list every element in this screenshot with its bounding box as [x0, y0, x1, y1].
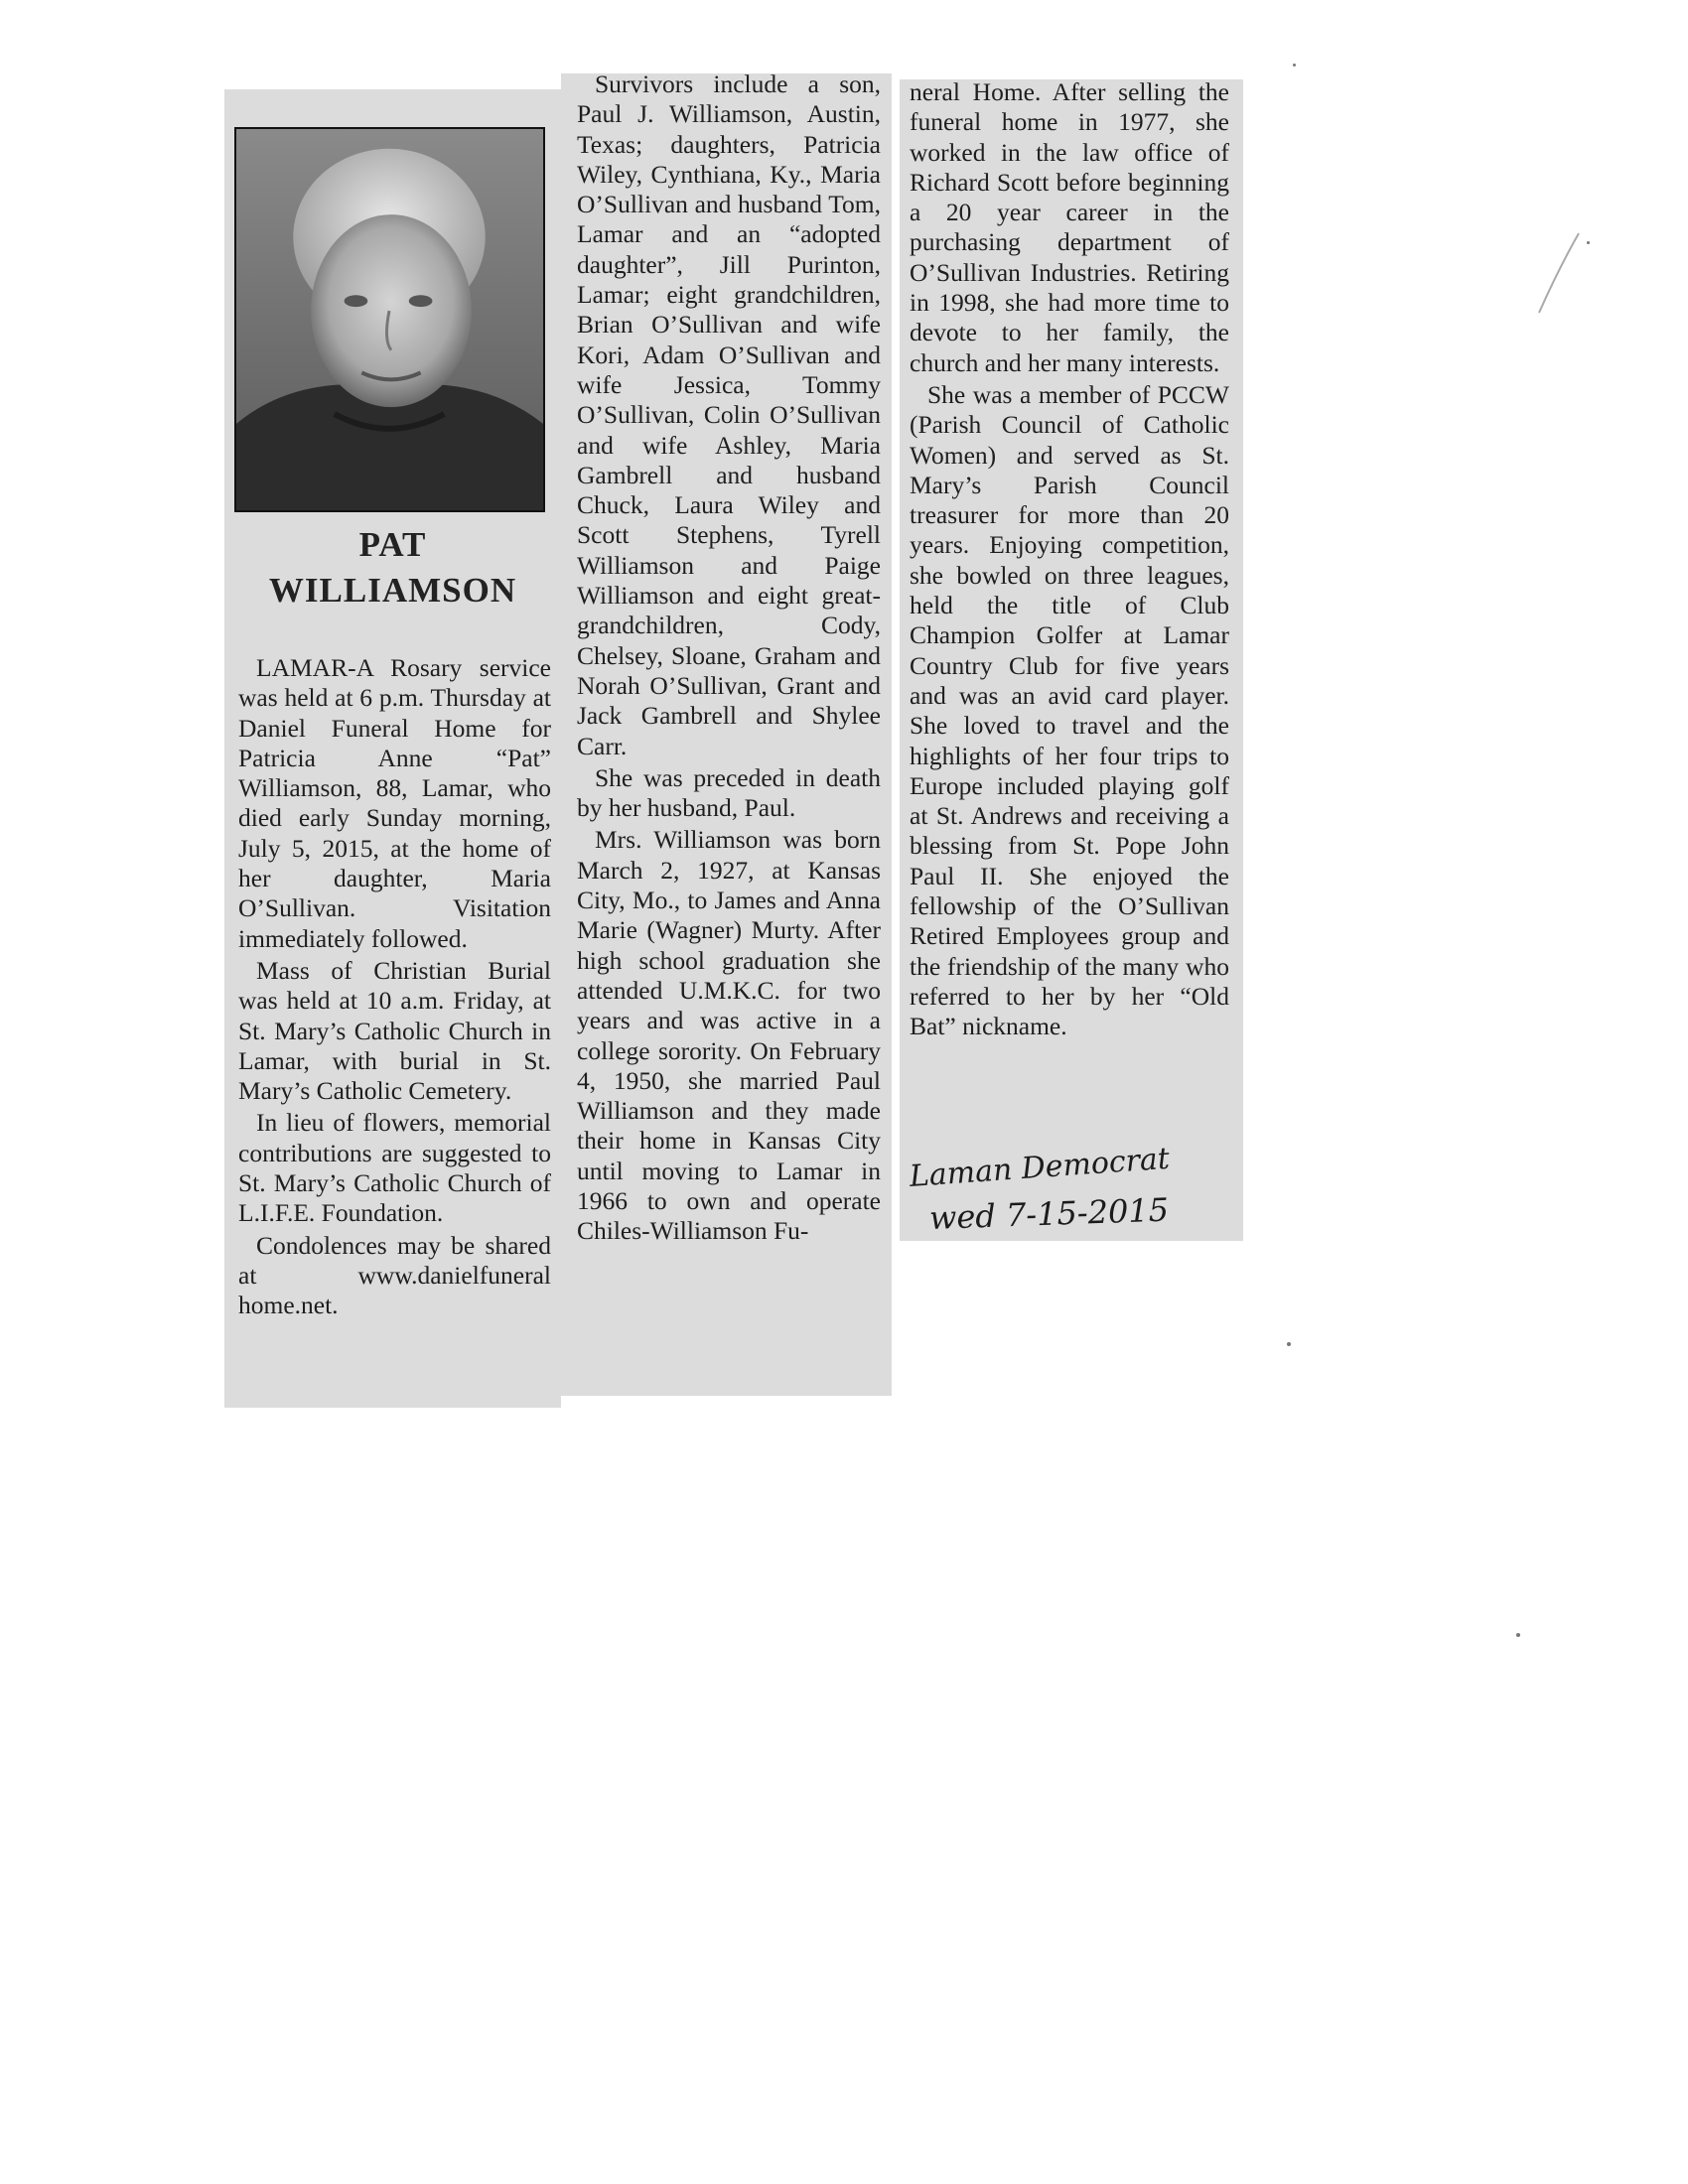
paragraph-biography: Mrs. Williamson was born March 2, 1927, at Kansas City, Mo., to James and Anna Marie (Wagner) Murty. After high school graduation she attended U.M.K.C. for two years and was active in a college sorority. On February 4, 1950, she married Paul Williamson and they made their home in Kansas City until moving to Lamar in 1966 to own and operate Chiles-Williamson Fu-: [577, 825, 881, 1246]
paragraph-activities: She was a member of PCCW (Parish Council of Catholic Women) and served as St. Mary’s Parish Council treasurer for more than 20 years. Enjoying competition, she bowled on three leagues, held the title of Club Champion Golfer at Lamar Country Club for five years and was an avid card player. She loved to travel and the highlights of her four trips to Europe included playing golf at St. Andrews and receiving a blessing from St. Pope John Paul II. She enjoyed the fellowship of the O’Sullivan Retired Employees group and the friendship of the many who referred to her by her “Old Bat” nickname.: [910, 379, 1229, 1041]
paragraph-mass: Mass of Christian Burial was held at 10 a.m. Friday, at St. Mary’s Catholic Church in Lamar, with burial in St. Mary’s Catholic Cemetery.: [238, 955, 551, 1106]
name-first: PAT: [358, 525, 427, 564]
scan-stroke: [1529, 228, 1589, 318]
clipping-column-3: [900, 79, 1243, 1241]
column-1-text: [238, 653, 551, 1321]
column-3-text: [910, 79, 1229, 1042]
paragraph-survivors: Survivors include a son, Paul J. Williamson, Austin, Texas; daughters, Patricia Wiley, Cynthiana, Ky., Maria O’Sullivan and husband Tom, Lamar and an “adopted daughter”, Jill Purinton, Lamar; eight grandchildren, Brian O’Sullivan and wife Kori, Adam O’Sullivan and wife Jessica, Tommy O’Sullivan, Colin O’Sullivan and wife Ashley, Maria Gambrell and husband Chuck, Laura Wiley and Scott Stephens, Tyrell Williamson and Paige Williamson and eight great-grandchildren, Cody, Chelsey, Sloane, Graham and Norah O’Sullivan, Grant and Jack Gambrell and Shylee Carr.: [577, 73, 881, 760]
name-last: WILLIAMSON: [268, 571, 517, 610]
scan-speck: [1287, 1342, 1291, 1346]
paragraph-service: LAMAR-A Rosary service was held at 6 p.m. Thursday at Daniel Funeral Home for Patricia Anne “Pat” Williamson, 88, Lamar, who died early Sunday morning, July 5, 2015, at the home of her daughter, Maria O’Sullivan. Visitation immediately followed.: [238, 653, 551, 953]
paragraph-preceded: She was preceded in death by her husband, Paul.: [577, 762, 881, 823]
handwritten-date: wed 7-15-2015: [928, 1190, 1170, 1237]
scan-speck: [1516, 1633, 1520, 1637]
portrait-photo: [234, 127, 545, 512]
scan-speck: [1293, 64, 1296, 67]
handwritten-note: [908, 1141, 1237, 1239]
clipping-column-2: [561, 73, 892, 1396]
obituary-name: [224, 522, 561, 614]
clipping-column-1: [224, 89, 561, 1408]
portrait-photo-image: [236, 129, 543, 510]
paragraph-memorials: In lieu of flowers, memorial contributions are suggested to St. Mary’s Catholic Church of L.I.F.E. Foundation.: [238, 1108, 551, 1228]
paragraph-career: neral Home. After selling the funeral home in 1977, she worked in the law office of Richard Scott before beginning a 20 year career in the purchasing department of O’Sullivan Industries. Retiring in 1998, she had more time to devote to her family, the church and her many interests.: [910, 79, 1229, 377]
column-2-text: [577, 73, 881, 1247]
handwritten-source: Laman Democrat: [908, 1141, 1171, 1194]
paragraph-condolences: Condolences may be shared at www.danielfuneral home.net.: [238, 1230, 551, 1320]
